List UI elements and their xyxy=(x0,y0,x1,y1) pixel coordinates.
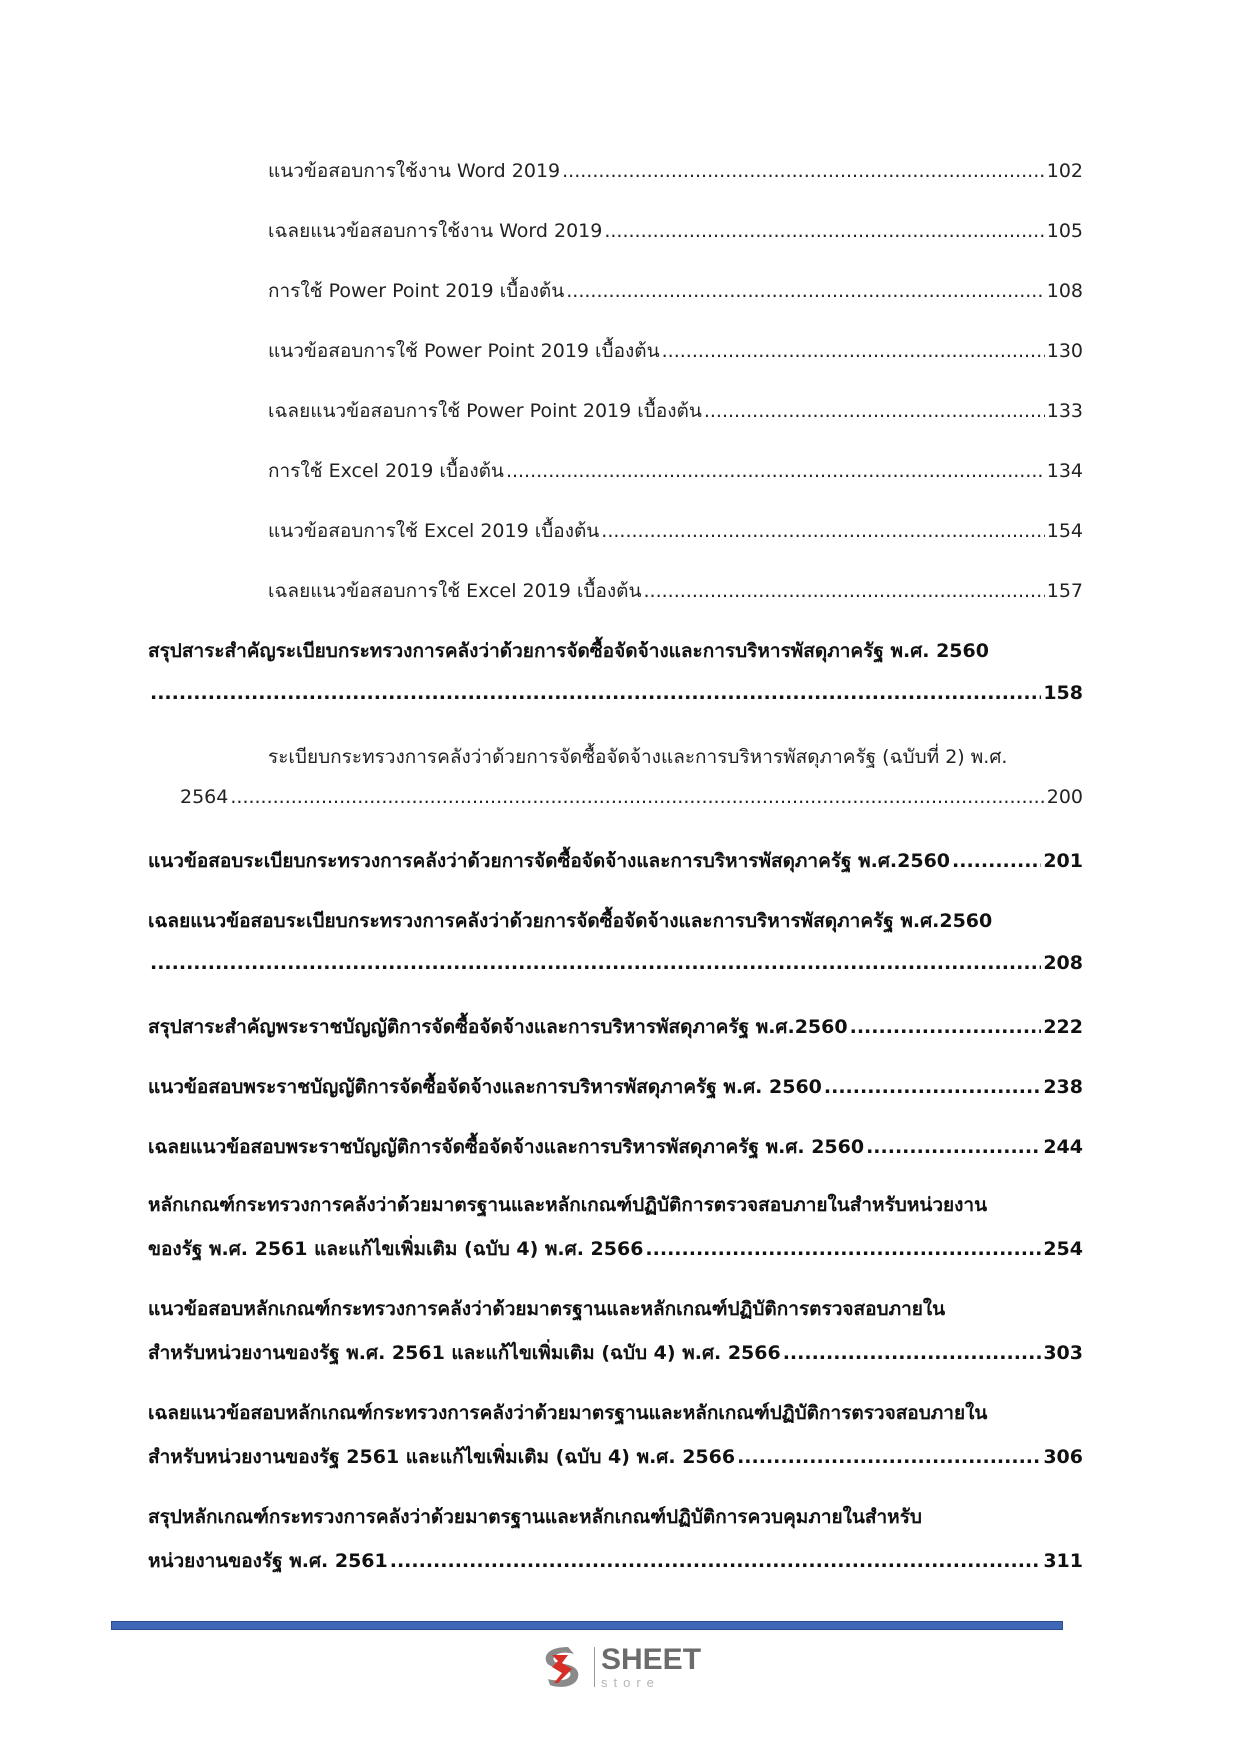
toc-entry[interactable] xyxy=(268,276,1083,306)
toc-entry-page: 157 xyxy=(1046,580,1083,602)
toc-entry-244[interactable] xyxy=(148,1132,1083,1162)
toc-entry-311[interactable] xyxy=(148,1546,1083,1576)
toc-entry-201[interactable] xyxy=(148,846,1083,876)
toc-entry-page: 254 xyxy=(1043,1238,1083,1260)
toc-entry[interactable] xyxy=(268,396,1083,426)
leader-dots xyxy=(566,280,1044,302)
toc-entry-page: 105 xyxy=(1046,220,1083,242)
logo-main-text: SHEET xyxy=(601,1643,702,1676)
sheet-store-logo xyxy=(538,1643,701,1691)
leader-dots xyxy=(824,1076,1041,1098)
toc-entry[interactable] xyxy=(268,576,1083,606)
toc-entry-page: 311 xyxy=(1043,1550,1083,1572)
toc-entry-title-cont: สำหรับหน่วยงานของรัฐ พ.ศ. 2561 และแก้ไขเพิ่มเติม (ฉบับ 4) พ.ศ. 2566 xyxy=(148,1342,781,1364)
leader-dots xyxy=(562,160,1045,182)
leader-dots xyxy=(390,1550,1042,1572)
toc-entry-page: 303 xyxy=(1043,1342,1083,1364)
logo-sub-text: store xyxy=(601,1675,660,1690)
toc-entry-page: 238 xyxy=(1043,1076,1083,1098)
leader-dots xyxy=(644,580,1045,602)
toc-entry-page: 134 xyxy=(1046,460,1083,482)
leader-dots xyxy=(150,682,1041,704)
toc-entry-254-title[interactable]: หลักเกณฑ์กระทรวงการคลังว่าด้วยมาตรฐานและหลักเกณฑ์ปฏิบัติการตรวจสอบภายในสำหรับหน่วยงาน xyxy=(148,1194,988,1216)
leader-dots xyxy=(645,1238,1041,1260)
toc-entry-306-title[interactable]: เฉลยแนวข้อสอบหลักเกณฑ์กระทรวงการคลังว่าด้วยมาตรฐานและหลักเกณฑ์ปฏิบัติการตรวจสอบภายใน xyxy=(148,1402,988,1424)
toc-entry-306[interactable] xyxy=(148,1442,1083,1472)
leader-dots xyxy=(866,1136,1041,1158)
toc-entry-title: เฉลยแนวข้อสอบการใช้ Excel 2019 เบื้องต้น xyxy=(268,580,642,602)
leader-dots xyxy=(506,460,1045,482)
toc-entry-page: 130 xyxy=(1046,340,1083,362)
toc-entry-title-cont: สำหรับหน่วยงานของรัฐ 2561 และแก้ไขเพิ่มเติม (ฉบับ 4) พ.ศ. 2566 xyxy=(148,1446,736,1468)
toc-entry-303[interactable] xyxy=(148,1338,1083,1368)
leader-dots xyxy=(604,220,1044,242)
toc-entry-303-title[interactable]: แนวข้อสอบหลักเกณฑ์กระทรวงการคลังว่าด้วยมาตรฐานและหลักเกณฑ์ปฏิบัติการตรวจสอบภายใน xyxy=(148,1298,946,1320)
toc-entry-title: เฉลยแนวข้อสอบการใช้งาน Word 2019 xyxy=(268,220,603,242)
logo-separator xyxy=(594,1647,595,1687)
leader-dots xyxy=(150,952,1041,974)
toc-entry-222[interactable] xyxy=(148,1012,1083,1042)
toc-entry-page: 108 xyxy=(1046,280,1083,302)
toc-entry-title: การใช้ Power Point 2019 เบื้องต้น xyxy=(268,280,565,302)
toc-entry-158-title[interactable]: สรุปสาระสำคัญระเบียบกระทรวงการคลังว่าด้วยการจัดซื้อจัดจ้างและการบริหารพัสดุภาครัฐ พ.ศ. 2560 xyxy=(148,640,989,662)
toc-entry[interactable] xyxy=(268,516,1083,546)
toc-entry-title: เฉลยแนวข้อสอบพระราชบัญญัติการจัดซื้อจัดจ้างและการบริหารพัสดุภาครัฐ พ.ศ. 2560 xyxy=(148,1136,865,1158)
toc-entry-title: แนวข้อสอบการใช้ Power Point 2019 เบื้องต้น xyxy=(268,340,660,362)
toc-entry-title-cont: ของรัฐ พ.ศ. 2561 และแก้ไขเพิ่มเติม (ฉบับ 4) พ.ศ. 2566 xyxy=(148,1238,644,1260)
toc-entry-title-cont: 2564 xyxy=(180,786,229,808)
toc-entry-title: สรุปสาระสำคัญพระราชบัญญัติการจัดซื้อจัดจ้างและการบริหารพัสดุภาครัฐ พ.ศ.2560 xyxy=(148,1016,848,1038)
toc-entry-208[interactable] xyxy=(148,952,1083,974)
leader-dots xyxy=(952,850,1041,872)
leader-dots xyxy=(737,1446,1041,1468)
leader-dots xyxy=(704,400,1045,422)
toc-entry-page: 133 xyxy=(1046,400,1083,422)
toc-entry-title: เฉลยแนวข้อสอบการใช้ Power Point 2019 เบื้องต้น xyxy=(268,400,702,422)
toc-entry-page: 244 xyxy=(1043,1136,1083,1158)
toc-entry[interactable] xyxy=(268,216,1083,246)
toc-entry-311-title[interactable]: สรุปหลักเกณฑ์กระทรวงการคลังว่าด้วยมาตรฐานและหลักเกณฑ์ปฏิบัติการควบคุมภายในสำหรับ xyxy=(148,1506,922,1528)
toc-entry-title: แนวข้อสอบการใช้ Excel 2019 เบื้องต้น xyxy=(268,520,600,542)
leader-dots xyxy=(601,520,1044,542)
leader-dots xyxy=(230,786,1044,808)
toc-entry[interactable] xyxy=(268,456,1083,486)
sheet-store-s-icon xyxy=(538,1643,586,1691)
toc-entry-208-title[interactable]: เฉลยแนวข้อสอบระเบียบกระทรวงการคลังว่าด้วยการจัดซื้อจัดจ้างและการบริหารพัสดุภาครัฐ พ.ศ.2560 xyxy=(148,910,993,932)
leader-dots xyxy=(850,1016,1042,1038)
toc-entry-title: การใช้ Excel 2019 เบื้องต้น xyxy=(268,460,504,482)
toc-entry-title: แนวข้อสอบการใช้งาน Word 2019 xyxy=(268,160,561,182)
toc-entry-page: 154 xyxy=(1046,520,1083,542)
toc-entry-title-cont: หน่วยงานของรัฐ พ.ศ. 2561 xyxy=(148,1550,388,1572)
toc-entry-page: 102 xyxy=(1046,160,1083,182)
toc-entry-200-title[interactable]: ระเบียบกระทรวงการคลังว่าด้วยการจัดซื้อจัดจ้างและการบริหารพัสดุภาครัฐ (ฉบับที่ 2) พ.ศ. xyxy=(268,746,1008,768)
footer-divider-bar xyxy=(111,1621,1063,1630)
toc-entry[interactable] xyxy=(268,156,1083,186)
toc-entry-238[interactable] xyxy=(148,1072,1083,1102)
toc-entry-page: 208 xyxy=(1043,952,1083,974)
toc-entry-page: 200 xyxy=(1046,786,1083,808)
toc-entry-title: แนวข้อสอบพระราชบัญญัติการจัดซื้อจัดจ้างและการบริหารพัสดุภาครัฐ พ.ศ. 2560 xyxy=(148,1076,822,1098)
toc-entry-page: 158 xyxy=(1043,682,1083,704)
toc-entry-200[interactable] xyxy=(180,786,1083,808)
toc-entry-254[interactable] xyxy=(148,1234,1083,1264)
toc-entry-title: แนวข้อสอบระเบียบกระทรวงการคลังว่าด้วยการจัดซื้อจัดจ้างและการบริหารพัสดุภาครัฐ พ.ศ.2560 xyxy=(148,850,951,872)
toc-entry-158[interactable] xyxy=(148,682,1083,704)
leader-dots xyxy=(783,1342,1042,1364)
toc-entry-page: 306 xyxy=(1043,1446,1083,1468)
toc-entry-page: 222 xyxy=(1043,1016,1083,1038)
toc-entry-page: 201 xyxy=(1043,850,1083,872)
leader-dots xyxy=(662,340,1045,362)
toc-entry[interactable] xyxy=(268,336,1083,366)
